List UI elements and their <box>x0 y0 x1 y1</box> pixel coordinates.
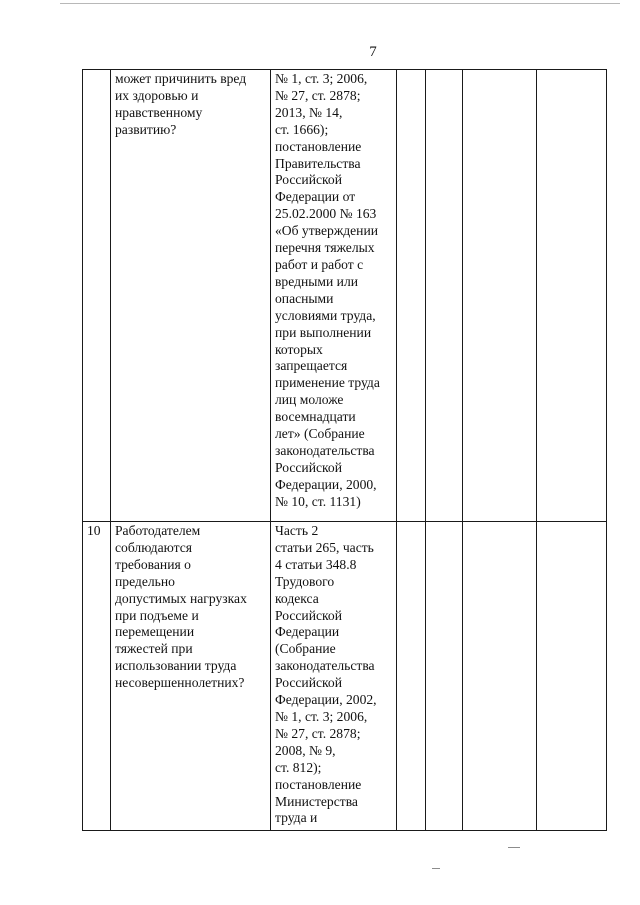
reference-line: 2013, № 14, <box>275 104 343 120</box>
empty-cell <box>426 522 463 831</box>
reference-line: № 27, ст. 2878; <box>275 87 361 103</box>
row-number: 10 <box>87 523 101 538</box>
reference-line: ст. 812); <box>275 759 322 775</box>
reference-line: № 1, ст. 3; 2006, <box>275 71 368 86</box>
empty-cell <box>463 522 537 831</box>
reference-line: № 10, ст. 1131) <box>275 493 361 509</box>
reference-line: Федерации, 2000, <box>275 476 377 492</box>
reference-cell <box>271 70 397 522</box>
question-line: использовании труда <box>115 658 237 674</box>
reference-line: которых <box>275 341 323 357</box>
reference-line: труда и <box>275 810 318 826</box>
reference-line: постановление <box>275 776 362 792</box>
reference-line: при выполнении <box>275 324 372 340</box>
scan-edge-line <box>60 3 620 4</box>
reference-line: лет» (Собрание <box>275 426 365 442</box>
empty-cell <box>397 522 426 831</box>
table-row <box>83 522 607 831</box>
reference-line: статьи 265, часть <box>275 539 374 555</box>
reference-line: перечня тяжелых <box>275 240 375 256</box>
row-number-cell <box>83 522 111 831</box>
reference-line: «Об утверждении <box>275 223 379 239</box>
question-line: предельно <box>115 573 175 589</box>
question-line: тяжестей при <box>115 641 193 657</box>
reference-line: Министерства <box>275 793 358 809</box>
reference-line: законодательства <box>275 442 375 458</box>
reference-line: Правительства <box>275 155 361 171</box>
empty-cell <box>397 70 426 522</box>
question-line: развитию? <box>115 121 177 137</box>
question-line: может причинить вред <box>115 71 247 86</box>
question-line: несовершеннолетних? <box>115 675 245 691</box>
reference-line: (Собрание <box>275 641 336 657</box>
empty-cell <box>537 522 607 831</box>
reference-line: Российской <box>275 172 342 188</box>
reference-line: ст. 1666); <box>275 121 329 137</box>
question-line: Работодателем <box>115 523 201 538</box>
question-line: перемещении <box>115 624 195 640</box>
reference-line: Федерации от <box>275 189 356 205</box>
empty-cell <box>426 70 463 522</box>
question-line: допустимых нагрузках <box>115 590 247 606</box>
reference-line: Российской <box>275 607 342 623</box>
reference-cell <box>271 522 397 831</box>
reference-line: лиц моложе <box>275 392 344 408</box>
table-row <box>83 70 607 522</box>
reference-line: Российской <box>275 459 342 475</box>
question-cell <box>111 70 271 522</box>
reference-line: применение труда <box>275 375 380 391</box>
reference-line: запрещается <box>275 358 348 374</box>
empty-cell <box>463 70 537 522</box>
question-line: при подъеме и <box>115 607 199 623</box>
page-number-text: 7 <box>369 44 377 60</box>
question-cell <box>111 522 271 831</box>
page-number <box>0 44 640 61</box>
reference-line: 4 статьи 348.8 <box>275 556 357 572</box>
question-line: их здоровью и <box>115 87 199 103</box>
reference-line: условиями труда, <box>275 307 376 323</box>
reference-line: кодекса <box>275 590 319 606</box>
reference-line: Федерации, 2002, <box>275 692 377 708</box>
reference-line: Часть 2 <box>275 523 319 538</box>
reference-line: опасными <box>275 290 334 306</box>
empty-cell <box>537 70 607 522</box>
reference-line: № 1, ст. 3; 2006, <box>275 708 368 724</box>
reference-line: вредными или <box>275 273 359 289</box>
reference-line: 2008, № 9, <box>275 742 336 758</box>
reference-line: восемнадцати <box>275 409 356 425</box>
reference-line: постановление <box>275 138 362 154</box>
question-line: нравственному <box>115 104 203 120</box>
reference-line: № 27, ст. 2878; <box>275 725 361 741</box>
question-line: требования о <box>115 556 191 572</box>
row-number-cell <box>83 70 111 522</box>
scan-mark <box>432 868 440 869</box>
reference-line: Трудового <box>275 573 335 589</box>
checklist-table <box>82 69 607 831</box>
reference-line: Федерации <box>275 624 340 640</box>
scan-mark <box>508 847 520 848</box>
reference-line: Российской <box>275 675 342 691</box>
reference-line: 25.02.2000 № 163 <box>275 206 377 222</box>
reference-line: законодательства <box>275 658 375 674</box>
reference-line: работ и работ с <box>275 256 364 272</box>
question-line: соблюдаются <box>115 539 192 555</box>
